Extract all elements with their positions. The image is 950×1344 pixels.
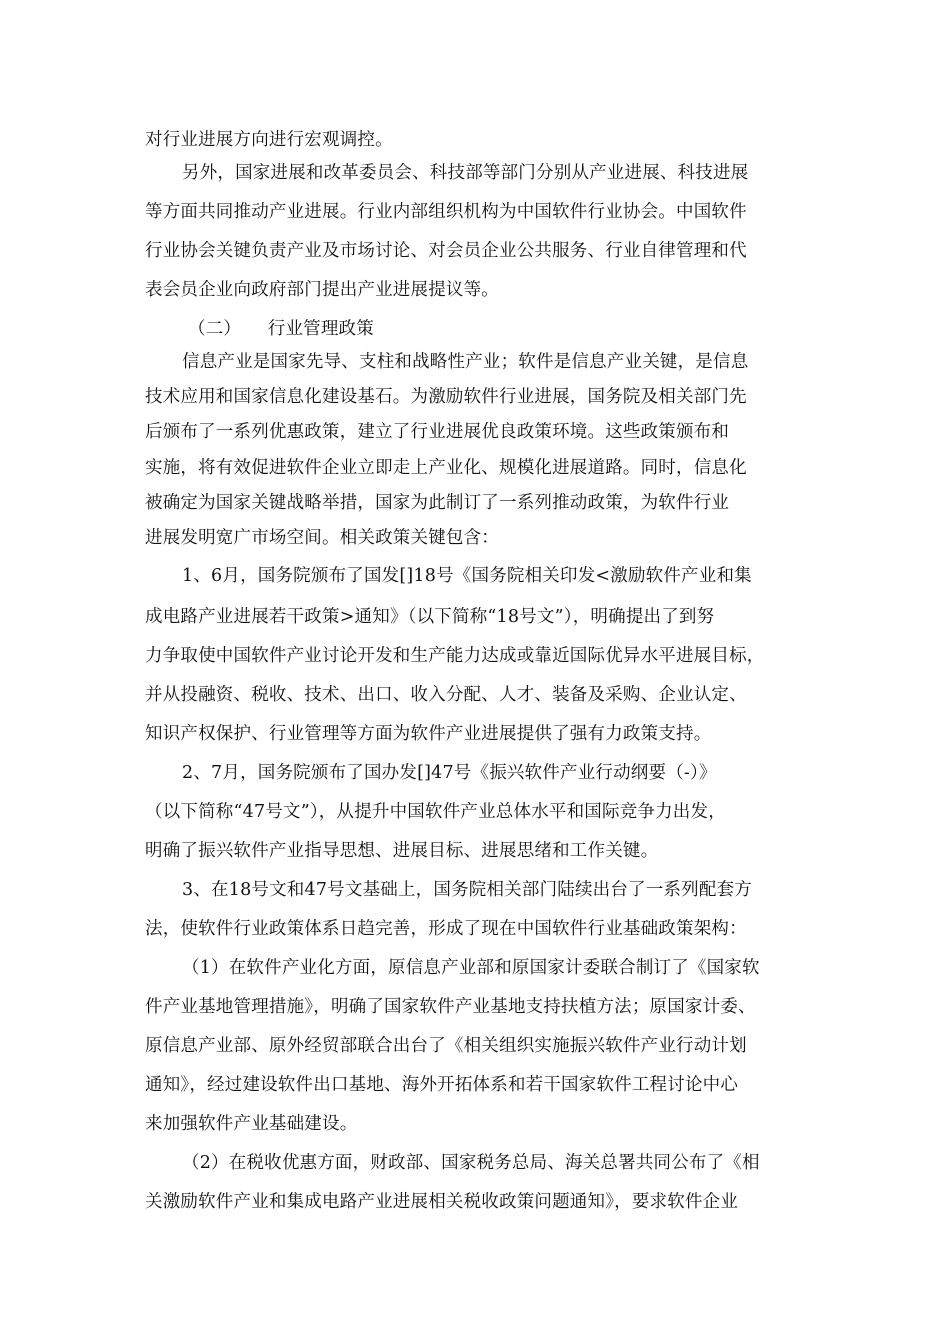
text-line: 力争取使中国软件产业讨论开发和生产能力达成或靠近国际优异水平进展目标， — [145, 646, 765, 666]
text-line: 技术应用和国家信息化建设基石。为激励软件行业进展，国务院及相关部门先 — [145, 387, 747, 407]
text-line: 等方面共同推动产业进展。行业内部组织机构为中国软件行业协会。中国软件 — [145, 202, 747, 222]
text-line: 关激励软件产业和集成电路产业进展相关税收政策问题通知》，要求软件企业 — [145, 1192, 739, 1212]
text-line: 通知》，经过建设软件出口基地、海外开拓体系和若干国家软件工程讨论中心 — [145, 1075, 739, 1095]
text-line: 1、6月，国务院颁布了国发[]18号《国务院相关印发<激励软件产业和集 — [182, 566, 752, 586]
text-line: 明确了振兴软件产业指导思想、进展目标、进展思绪和工作关键。 — [145, 841, 659, 861]
text-line: 实施，将有效促进软件企业立即走上产业化、规模化进展道路。同时，信息化 — [145, 458, 747, 478]
text-line: 知识产权保护、行业管理等方面为软件产业进展提供了强有力政策支持。 — [145, 724, 712, 744]
text-line: 被确定为国家关键战略举措，国家为此制订了一系列推动政策，为软件行业 — [145, 493, 730, 513]
text-line: 另外，国家进展和改革委员会、科技部等部门分别从产业进展、科技进展 — [182, 163, 749, 183]
text-line: 表会员企业向政府部门提出产业进展提议等。 — [145, 280, 499, 300]
text-line: 成电路产业进展若干政策>通知》（以下简称“18号文”），明确提出了到努 — [145, 607, 715, 627]
text-line: （1）在软件产业化方面，原信息产业部和原国家计委联合制订了《国家软 — [182, 958, 760, 978]
text-line: 法，使软件行业政策体系日趋完善，形成了现在中国软件行业基础政策架构： — [145, 919, 747, 939]
text-line: 行业协会关键负责产业及市场讨论、对会员企业公共服务、行业自律管理和代 — [145, 241, 747, 261]
text-line: （以下简称“47号文”），从提升中国软件产业总体水平和国际竞争力出发， — [145, 802, 726, 822]
text-line: 对行业进展方向进行宏观调控。 — [145, 130, 393, 150]
text-line: 后颁布了一系列优惠政策，建立了行业进展优良政策环境。这些政策颁布和 — [145, 422, 730, 442]
text-line: 3、在18号文和47号文基础上，国务院相关部门陆续出台了一系列配套方 — [182, 880, 752, 900]
text-line: 原信息产业部、原外经贸部联合出台了《相关组织实施振兴软件产业行动计划 — [145, 1036, 747, 1056]
text-line: 件产业基地管理措施》，明确了国家软件产业基地支持扶植方法；原国家计委、 — [145, 997, 756, 1017]
text-line: 进展发明宽广市场空间。相关政策关键包含： — [145, 528, 499, 548]
text-line: 2、7月，国务院颁布了国办发[]47号《振兴软件产业行动纲要（-）》 — [182, 763, 717, 783]
text-line: （2）在税收优惠方面，财政部、国家税务总局、海关总署共同公布了《相 — [182, 1153, 760, 1173]
text-line: 来加强软件产业基础建设。 — [145, 1114, 358, 1134]
text-line: 并从投融资、税收、技术、出口、收入分配、人才、装备及采购、企业认定、 — [145, 685, 747, 705]
text-line: 信息产业是国家先导、支柱和战略性产业；软件是信息产业关键，是信息 — [182, 352, 749, 372]
section-heading: （二） 行业管理政策 — [188, 319, 374, 339]
